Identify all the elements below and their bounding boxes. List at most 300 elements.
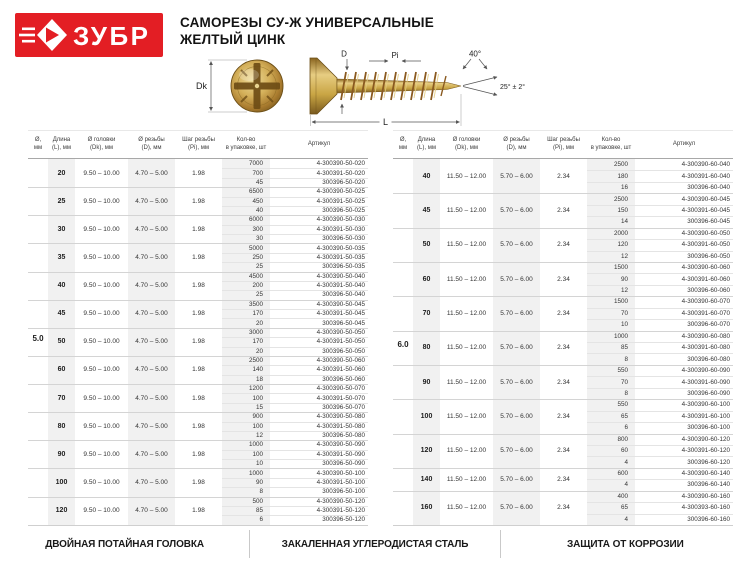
pack-row bbox=[222, 375, 368, 384]
qty-cell: 400 bbox=[587, 491, 635, 502]
pack-row bbox=[587, 296, 733, 307]
length-cell: 100 bbox=[48, 468, 75, 496]
length-cell: 45 bbox=[48, 300, 75, 328]
article-cell: 4-300390-50-070 bbox=[316, 385, 365, 393]
thread-angle-label: 40° bbox=[468, 49, 482, 59]
length-cell: 20 bbox=[48, 159, 75, 187]
thread-diameter-cell: 4.70 – 5.00 bbox=[128, 412, 175, 440]
pack-rows bbox=[587, 296, 733, 330]
qty-cell: 180 bbox=[587, 170, 635, 181]
qty-cell: 60 bbox=[587, 445, 635, 456]
head-diameter-cell: 11.50 – 12.00 bbox=[446, 378, 487, 386]
qty-cell: 550 bbox=[587, 365, 635, 376]
thread-diameter-cell: 5.70 – 6.00 bbox=[493, 331, 540, 365]
pack-row bbox=[222, 393, 368, 402]
qty-cell: 1000 bbox=[222, 440, 270, 449]
article-cell: 300396-60-140 bbox=[687, 481, 730, 489]
pitch-cell: 1.98 bbox=[192, 366, 205, 374]
qty-cell: 12 bbox=[587, 285, 635, 296]
article-cell: 300396-50-080 bbox=[322, 432, 365, 440]
spec-table-6mm bbox=[393, 130, 733, 526]
spec-row-group bbox=[28, 356, 368, 384]
pack-row bbox=[222, 243, 368, 252]
spec-row-group bbox=[28, 159, 368, 187]
head-diameter-cell: 9.50 – 10.00 bbox=[83, 169, 120, 177]
pack-rows bbox=[587, 159, 733, 193]
qty-cell: 65 bbox=[587, 502, 635, 513]
pack-rows bbox=[222, 412, 368, 440]
pack-rows bbox=[222, 328, 368, 356]
pack-row bbox=[587, 239, 733, 250]
head-diameter-cell: 9.50 – 10.00 bbox=[83, 507, 120, 515]
article-cell: 300396-50-025 bbox=[322, 207, 365, 215]
pack-row bbox=[222, 290, 368, 299]
pack-row bbox=[222, 225, 368, 234]
qty-cell: 6 bbox=[587, 422, 635, 433]
diameter-value: 5.0 bbox=[32, 334, 44, 343]
pi-label: Pi bbox=[391, 51, 399, 60]
article-cell: 4-300391-50-025 bbox=[316, 197, 365, 205]
pack-row bbox=[222, 281, 368, 290]
pack-row bbox=[587, 228, 733, 239]
article-cell: 4-300391-60-100 bbox=[681, 412, 730, 420]
head-diameter-cell: 11.50 – 12.00 bbox=[446, 475, 487, 483]
pack-row bbox=[222, 262, 368, 271]
article-cell: 4-300390-60-140 bbox=[681, 470, 730, 478]
pack-rows bbox=[587, 491, 733, 525]
length-cell: 80 bbox=[48, 412, 75, 440]
table-header-row bbox=[393, 130, 733, 159]
pack-rows bbox=[587, 331, 733, 365]
thread-angle-dimension bbox=[463, 59, 487, 69]
pitch-cell: 1.98 bbox=[192, 169, 205, 177]
head-diameter-cell: 9.50 – 10.00 bbox=[83, 310, 120, 318]
qty-cell: 3000 bbox=[222, 328, 270, 337]
pack-row bbox=[587, 353, 733, 364]
pitch-cell: 1.98 bbox=[192, 507, 205, 515]
pitch-cell: 1.98 bbox=[192, 338, 205, 346]
spec-row-group bbox=[393, 399, 733, 433]
article-cell: 300396-60-100 bbox=[687, 424, 730, 432]
head-diameter-cell: 11.50 – 12.00 bbox=[446, 412, 487, 420]
pack-row bbox=[587, 170, 733, 181]
thread-diameter-cell: 5.70 – 6.00 bbox=[493, 434, 540, 468]
screw-side-view bbox=[310, 58, 461, 114]
length-cell: 25 bbox=[48, 187, 75, 215]
head-diameter-cell: 11.50 – 12.00 bbox=[446, 344, 487, 352]
head-diameter-cell: 9.50 – 10.00 bbox=[83, 282, 120, 290]
pack-row bbox=[587, 308, 733, 319]
pitch-cell: 1.98 bbox=[192, 310, 205, 318]
article-cell: 4-300393-60-160 bbox=[681, 504, 730, 512]
qty-cell: 600 bbox=[587, 468, 635, 479]
thread-diameter-cell: 4.70 – 5.00 bbox=[128, 159, 175, 187]
article-cell: 4-300390-60-050 bbox=[681, 229, 730, 237]
pack-row bbox=[587, 365, 733, 376]
qty-cell: 30 bbox=[222, 234, 270, 243]
screw-diagram bbox=[195, 48, 535, 128]
head-diameter-cell: 11.50 – 12.00 bbox=[446, 447, 487, 455]
qty-cell: 170 bbox=[222, 309, 270, 318]
pack-row bbox=[587, 182, 733, 193]
spec-row-group bbox=[393, 491, 733, 525]
page-title bbox=[180, 14, 434, 48]
pack-row bbox=[587, 388, 733, 399]
pack-row bbox=[587, 273, 733, 284]
pack-row bbox=[222, 487, 368, 496]
pack-row bbox=[587, 331, 733, 342]
article-cell: 4-300390-60-090 bbox=[681, 367, 730, 375]
article-cell: 4-300390-50-050 bbox=[316, 328, 365, 336]
thread-diameter-cell: 4.70 – 5.00 bbox=[128, 215, 175, 243]
pack-row bbox=[587, 251, 733, 262]
pack-rows bbox=[587, 262, 733, 296]
column-header-length: Длина (L), мм bbox=[52, 136, 71, 151]
qty-cell: 5000 bbox=[222, 243, 270, 252]
qty-cell: 12 bbox=[222, 431, 270, 440]
pack-rows bbox=[222, 384, 368, 412]
column-header-head: Ø головки (Dk), мм bbox=[87, 136, 116, 151]
qty-cell: 65 bbox=[587, 411, 635, 422]
thread-diameter-cell: 4.70 – 5.00 bbox=[128, 468, 175, 496]
pack-row bbox=[222, 356, 368, 365]
length-cell: 80 bbox=[413, 331, 440, 365]
column-header-pitch: Шаг резьбы (Pi), мм bbox=[182, 136, 215, 151]
pitch-cell: 1.98 bbox=[192, 422, 205, 430]
tip-angle-dimension bbox=[463, 77, 497, 95]
thread-diameter-cell: 4.70 – 5.00 bbox=[128, 243, 175, 271]
qty-cell: 90 bbox=[222, 478, 270, 487]
pack-row bbox=[587, 159, 733, 170]
pack-row bbox=[222, 337, 368, 346]
pack-row bbox=[222, 159, 368, 168]
thread-diameter-cell: 5.70 – 6.00 bbox=[493, 296, 540, 330]
diameter-value: 6.0 bbox=[397, 340, 409, 349]
pack-row bbox=[587, 491, 733, 502]
pack-row bbox=[587, 376, 733, 387]
pitch-cell: 2.34 bbox=[557, 241, 570, 249]
thread-diameter-cell: 4.70 – 5.00 bbox=[128, 384, 175, 412]
spec-row-group bbox=[393, 296, 733, 330]
head-diameter-cell: 9.50 – 10.00 bbox=[83, 394, 120, 402]
pack-row bbox=[222, 497, 368, 506]
article-cell: 4-300390-60-045 bbox=[681, 195, 730, 203]
article-cell: 4-300390-50-025 bbox=[316, 188, 365, 196]
head-diameter-cell: 9.50 – 10.00 bbox=[83, 338, 120, 346]
length-cell: 100 bbox=[413, 399, 440, 433]
spec-row-group bbox=[393, 434, 733, 468]
qty-cell: 500 bbox=[222, 497, 270, 506]
pitch-cell: 1.98 bbox=[192, 253, 205, 261]
thread-diameter-cell: 4.70 – 5.00 bbox=[128, 497, 175, 525]
pack-row bbox=[587, 216, 733, 227]
head-diameter-cell: 11.50 – 12.00 bbox=[446, 275, 487, 283]
column-header-thread: Ø резьбы (D), мм bbox=[503, 136, 530, 151]
dk-label: Dk bbox=[196, 81, 207, 91]
length-cell: 50 bbox=[413, 228, 440, 262]
article-cell: 4-300390-50-100 bbox=[316, 469, 365, 477]
qty-cell: 8 bbox=[587, 388, 635, 399]
article-cell: 4-300391-60-050 bbox=[681, 241, 730, 249]
article-cell: 300396-50-090 bbox=[322, 460, 365, 468]
pack-row bbox=[222, 187, 368, 196]
qty-cell: 100 bbox=[222, 393, 270, 402]
brand-logo bbox=[15, 13, 163, 57]
pack-rows bbox=[587, 468, 733, 491]
qty-cell: 2500 bbox=[587, 159, 635, 170]
pack-row bbox=[222, 422, 368, 431]
qty-cell: 1000 bbox=[222, 468, 270, 477]
spec-row-group bbox=[28, 243, 368, 271]
qty-cell: 6000 bbox=[222, 215, 270, 224]
article-cell: 4-300390-50-080 bbox=[316, 413, 365, 421]
pack-row bbox=[222, 178, 368, 187]
pack-row bbox=[587, 411, 733, 422]
qty-cell: 14 bbox=[587, 216, 635, 227]
pack-rows bbox=[222, 243, 368, 271]
head-diameter-cell: 9.50 – 10.00 bbox=[83, 478, 120, 486]
pack-row bbox=[222, 197, 368, 206]
pack-rows bbox=[222, 159, 368, 187]
pitch-cell: 1.98 bbox=[192, 478, 205, 486]
article-cell: 4-300391-60-090 bbox=[681, 378, 730, 386]
qty-cell: 40 bbox=[222, 206, 270, 215]
pitch-cell: 1.98 bbox=[192, 450, 205, 458]
thread-diameter-cell: 4.70 – 5.00 bbox=[128, 328, 175, 356]
pitch-cell: 2.34 bbox=[557, 172, 570, 180]
qty-cell: 18 bbox=[222, 375, 270, 384]
pack-rows bbox=[587, 228, 733, 262]
length-cell: 120 bbox=[413, 434, 440, 468]
qty-cell: 20 bbox=[222, 347, 270, 356]
pack-row bbox=[222, 309, 368, 318]
article-cell: 4-300391-60-045 bbox=[681, 206, 730, 214]
pack-row bbox=[587, 193, 733, 204]
qty-cell: 3500 bbox=[222, 300, 270, 309]
pack-row bbox=[587, 514, 733, 525]
column-header-thread: Ø резьбы (D), мм bbox=[138, 136, 165, 151]
pack-row bbox=[222, 347, 368, 356]
thread-diameter-cell: 5.70 – 6.00 bbox=[493, 399, 540, 433]
thread-diameter-cell: 5.70 – 6.00 bbox=[493, 491, 540, 525]
spec-row-group bbox=[28, 468, 368, 496]
article-cell: 300396-60-160 bbox=[687, 515, 730, 523]
spec-row-group bbox=[393, 228, 733, 262]
article-cell: 4-300391-50-060 bbox=[316, 366, 365, 374]
article-cell: 300396-60-040 bbox=[687, 184, 730, 192]
pack-row bbox=[587, 205, 733, 216]
spec-row-group bbox=[28, 300, 368, 328]
pack-row bbox=[222, 328, 368, 337]
qty-cell: 120 bbox=[587, 239, 635, 250]
pack-rows bbox=[222, 215, 368, 243]
qty-cell: 4 bbox=[587, 514, 635, 525]
qty-cell: 10 bbox=[587, 319, 635, 330]
article-cell: 4-300391-50-090 bbox=[316, 450, 365, 458]
pack-row bbox=[222, 459, 368, 468]
table-body bbox=[28, 159, 368, 526]
pitch-cell: 2.34 bbox=[557, 378, 570, 386]
length-cell: 40 bbox=[413, 159, 440, 193]
pitch-cell: 2.34 bbox=[557, 475, 570, 483]
thread-diameter-cell: 5.70 – 6.00 bbox=[493, 193, 540, 227]
pack-rows bbox=[222, 497, 368, 525]
article-cell: 300396-50-035 bbox=[322, 263, 365, 271]
feature-hardened-carbon-steel: ЗАКАЛЕННАЯ УГЛЕРОДИСТАЯ СТАЛЬ bbox=[249, 530, 499, 558]
spec-row-group bbox=[28, 384, 368, 412]
pack-rows bbox=[222, 356, 368, 384]
pack-row bbox=[222, 515, 368, 524]
length-cell: 50 bbox=[48, 328, 75, 356]
qty-cell: 7000 bbox=[222, 159, 270, 168]
article-cell: 4-300390-60-100 bbox=[681, 401, 730, 409]
qty-cell: 250 bbox=[222, 253, 270, 262]
thread-diameter-cell: 4.70 – 5.00 bbox=[128, 356, 175, 384]
qty-cell: 85 bbox=[222, 506, 270, 515]
article-cell: 4-300391-50-020 bbox=[316, 169, 365, 177]
head-diameter-cell: 11.50 – 12.00 bbox=[446, 206, 487, 214]
spec-row-group bbox=[393, 159, 733, 193]
length-cell: 90 bbox=[413, 365, 440, 399]
pack-row bbox=[222, 431, 368, 440]
qty-cell: 85 bbox=[587, 342, 635, 353]
qty-cell: 150 bbox=[587, 205, 635, 216]
qty-cell: 1000 bbox=[587, 331, 635, 342]
article-cell: 300396-60-045 bbox=[687, 218, 730, 226]
thread-diameter-cell: 4.70 – 5.00 bbox=[128, 440, 175, 468]
article-cell: 300396-60-120 bbox=[687, 458, 730, 466]
article-cell: 4-300391-50-030 bbox=[316, 225, 365, 233]
length-cell: 35 bbox=[48, 243, 75, 271]
pitch-cell: 2.34 bbox=[557, 275, 570, 283]
qty-cell: 6 bbox=[222, 515, 270, 524]
pack-row bbox=[587, 422, 733, 433]
pack-row bbox=[222, 478, 368, 487]
article-cell: 4-300390-50-060 bbox=[316, 357, 365, 365]
thread-diameter-cell: 5.70 – 6.00 bbox=[493, 262, 540, 296]
length-cell: 160 bbox=[413, 491, 440, 525]
qty-cell: 45 bbox=[222, 178, 270, 187]
pack-rows bbox=[222, 468, 368, 496]
pack-row bbox=[587, 479, 733, 490]
article-cell: 300396-60-050 bbox=[687, 252, 730, 260]
qty-cell: 800 bbox=[587, 434, 635, 445]
thread-diameter-cell: 4.70 – 5.00 bbox=[128, 272, 175, 300]
spec-row-group bbox=[28, 272, 368, 300]
pitch-cell: 1.98 bbox=[192, 197, 205, 205]
column-header-head: Ø головки (Dk), мм bbox=[452, 136, 481, 151]
qty-cell: 70 bbox=[587, 376, 635, 387]
article-cell: 4-300390-60-120 bbox=[681, 435, 730, 443]
column-header-pitch: Шаг резьбы (Pi), мм bbox=[547, 136, 580, 151]
article-cell: 4-300391-50-080 bbox=[316, 422, 365, 430]
article-cell: 4-300391-60-040 bbox=[681, 172, 730, 180]
length-cell: 60 bbox=[48, 356, 75, 384]
pitch-cell: 2.34 bbox=[557, 206, 570, 214]
screw-top-view bbox=[231, 60, 283, 112]
head-diameter-cell: 9.50 – 10.00 bbox=[83, 197, 120, 205]
pack-row bbox=[587, 319, 733, 330]
qty-cell: 4 bbox=[587, 456, 635, 467]
article-cell: 4-300390-50-045 bbox=[316, 300, 365, 308]
article-cell: 300396-50-020 bbox=[322, 178, 365, 186]
head-diameter-cell: 9.50 – 10.00 bbox=[83, 225, 120, 233]
spec-row-group bbox=[393, 365, 733, 399]
column-header-qty: Кол-во в упаковке, шт bbox=[225, 136, 267, 151]
article-cell: 4-300390-50-040 bbox=[316, 272, 365, 280]
article-cell: 4-300391-60-060 bbox=[681, 275, 730, 283]
pack-row bbox=[222, 318, 368, 327]
thread-diameter-cell: 5.70 – 6.00 bbox=[493, 468, 540, 491]
length-cell: 70 bbox=[413, 296, 440, 330]
thread-diameter-cell: 5.70 – 6.00 bbox=[493, 365, 540, 399]
article-cell: 4-300390-50-020 bbox=[316, 160, 365, 168]
pack-rows bbox=[222, 187, 368, 215]
spec-row-group bbox=[393, 468, 733, 491]
title-line-1: САМОРЕЗЫ СУ-Ж УНИВЕРСАЛЬНЫЕ bbox=[180, 15, 434, 30]
pack-row bbox=[222, 206, 368, 215]
pack-rows bbox=[587, 434, 733, 468]
feature-double-countersunk-head: ДВОЙНАЯ ПОТАЙНАЯ ГОЛОВКА bbox=[45, 538, 205, 550]
qty-cell: 10 bbox=[222, 459, 270, 468]
article-cell: 300396-60-090 bbox=[687, 389, 730, 397]
pack-row bbox=[222, 168, 368, 177]
pack-row bbox=[587, 399, 733, 410]
qty-cell: 1200 bbox=[222, 384, 270, 393]
article-cell: 300396-50-030 bbox=[322, 235, 365, 243]
pack-row bbox=[222, 253, 368, 262]
length-cell: 60 bbox=[413, 262, 440, 296]
spec-row-group bbox=[28, 187, 368, 215]
qty-cell: 100 bbox=[222, 450, 270, 459]
head-diameter-cell: 9.50 – 10.00 bbox=[83, 450, 120, 458]
pack-row bbox=[222, 440, 368, 449]
article-cell: 4-300391-60-070 bbox=[681, 309, 730, 317]
pitch-cell: 2.34 bbox=[557, 309, 570, 317]
qty-cell: 70 bbox=[587, 308, 635, 319]
article-cell: 300396-50-050 bbox=[322, 347, 365, 355]
qty-cell: 300 bbox=[222, 225, 270, 234]
pack-row bbox=[222, 468, 368, 477]
spec-row-group bbox=[28, 497, 368, 525]
thread-diameter-cell: 4.70 – 5.00 bbox=[128, 187, 175, 215]
pack-row bbox=[587, 262, 733, 273]
column-header-length: Длина (L), мм bbox=[417, 136, 436, 151]
pack-row bbox=[587, 456, 733, 467]
spec-row-group bbox=[393, 193, 733, 227]
article-cell: 4-300390-60-060 bbox=[681, 264, 730, 272]
head-diameter-cell: 11.50 – 12.00 bbox=[446, 172, 487, 180]
qty-cell: 450 bbox=[222, 197, 270, 206]
article-cell: 4-300390-50-035 bbox=[316, 244, 365, 252]
pack-rows bbox=[587, 365, 733, 399]
article-cell: 300396-50-045 bbox=[322, 319, 365, 327]
length-cell: 30 bbox=[48, 215, 75, 243]
pack-row bbox=[222, 215, 368, 224]
title-line-2: ЖЕЛТЫЙ ЦИНК bbox=[180, 32, 286, 47]
pack-row bbox=[222, 403, 368, 412]
article-cell: 4-300391-50-100 bbox=[316, 478, 365, 486]
pack-row bbox=[587, 468, 733, 479]
pack-row bbox=[222, 272, 368, 281]
qty-cell: 550 bbox=[587, 399, 635, 410]
pack-row bbox=[222, 450, 368, 459]
pack-rows bbox=[587, 399, 733, 433]
qty-cell: 170 bbox=[222, 337, 270, 346]
qty-cell: 2000 bbox=[587, 228, 635, 239]
head-diameter-cell: 11.50 – 12.00 bbox=[446, 504, 487, 512]
article-cell: 4-300390-60-040 bbox=[681, 161, 730, 169]
